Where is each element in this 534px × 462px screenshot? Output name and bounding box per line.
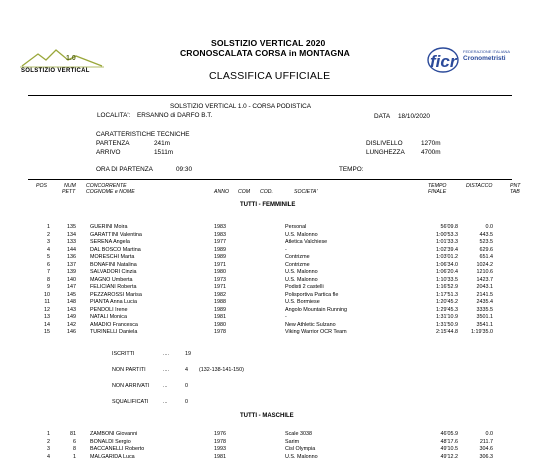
bib-number: 133	[67, 239, 76, 245]
ficr-line2: Cronometristi	[463, 55, 506, 62]
team-name: Polisportiva Partica fle	[285, 291, 339, 298]
birth-year: 1983	[214, 224, 226, 230]
team-name: Personal	[285, 224, 307, 230]
birth-year: 1978	[214, 438, 226, 445]
result-position: 3	[47, 239, 50, 245]
result-position: 13	[44, 314, 50, 320]
finish-time: 1:02'39.4	[435, 246, 458, 253]
result-position: 1	[47, 431, 50, 437]
birth-year: 1976	[214, 431, 226, 437]
athlete-name: PEZZAROSSI Marisa	[90, 291, 142, 298]
date-label: DATA	[374, 113, 391, 120]
team-name: Scale 3038	[285, 431, 312, 437]
team-name: Podisti 2 castelli	[285, 284, 324, 290]
summary-dots: ...	[163, 383, 168, 389]
location-value: ERSANNO di DARFO B.T.	[137, 112, 213, 119]
athlete-name: MALGARIDA Luca	[90, 453, 135, 460]
time-gap: 1:19'35.0	[470, 329, 493, 335]
time-gap: 2435.4	[476, 299, 493, 305]
time-gap: 443.5	[479, 231, 493, 238]
birth-year: 1989	[214, 254, 226, 260]
table-row	[0, 299, 534, 306]
col-gap: DISTACCO	[466, 183, 493, 189]
birth-year: 1980	[214, 321, 226, 328]
result-position: 8	[47, 276, 50, 283]
solstizio-logo	[16, 46, 108, 76]
team-name: Angolo Mountain Running	[285, 306, 348, 313]
bib-number: 140	[67, 276, 76, 283]
men-section-title: TUTTI - MASCHILE	[240, 413, 294, 419]
bib-number: 134	[67, 231, 76, 238]
finish-time: 1:06'20.4	[435, 269, 458, 275]
result-position: 6	[47, 261, 50, 268]
ficr-logo	[427, 42, 513, 76]
athlete-name: BONALDI Sergio	[90, 438, 131, 445]
bib-number: 147	[67, 284, 76, 290]
bib-number: 1	[73, 453, 76, 460]
summary-label: ISCRITTI	[112, 351, 135, 357]
table-row	[0, 224, 534, 231]
table-row	[0, 239, 534, 246]
finish-time: 46'05.9	[440, 431, 458, 437]
summary-dots: ....	[163, 351, 169, 357]
team-name: Contrizme	[285, 254, 310, 260]
finish-time: 48'17.6	[440, 438, 458, 445]
bib-number: 143	[67, 306, 76, 313]
birth-year: 1980	[214, 269, 226, 275]
time-gap: 0.0	[485, 224, 493, 230]
bib-number: 135	[67, 224, 76, 230]
summary-value: 0	[185, 383, 188, 389]
event-subtitle: CRONOSCALATA CORSA in MONTAGNA	[180, 48, 350, 58]
bib-number: 8	[73, 446, 76, 453]
col-year: ANNO	[214, 189, 229, 195]
finish-time: 49'12.2	[440, 453, 458, 460]
time-gap: 3335.5	[476, 306, 493, 313]
birth-year: 1982	[214, 291, 226, 298]
table-row	[0, 262, 534, 269]
time-gap: 523.5	[479, 239, 493, 245]
birth-year: 1978	[214, 329, 226, 335]
athlete-name: PENDOLI Irene	[90, 306, 128, 313]
finish-time: 1:16'52.9	[435, 284, 458, 290]
result-position: 10	[44, 291, 50, 298]
team-name: U.S. Malonno	[285, 453, 318, 460]
birth-year: 1988	[214, 299, 226, 305]
bib-number: 142	[67, 321, 76, 328]
result-position: 2	[47, 438, 50, 445]
drop-label: DISLIVELLO	[366, 140, 403, 147]
col-pos: POS	[36, 183, 47, 189]
table-row	[0, 454, 534, 461]
table-row	[0, 247, 534, 254]
start-time-label: ORA DI PARTENZA	[96, 166, 153, 173]
result-position: 12	[44, 306, 50, 313]
finish-time: 1:10'33.5	[435, 276, 458, 283]
col-cod: COD.	[260, 189, 273, 195]
svg-text:ficr: ficr	[430, 52, 457, 71]
finish-time: 56'09.8	[440, 224, 458, 230]
team-name: -	[285, 314, 287, 320]
finish-time: 1:03'01.2	[435, 254, 458, 260]
result-position: 2	[47, 231, 50, 238]
birth-year: 1989	[214, 246, 226, 253]
table-row	[0, 284, 534, 291]
birth-year: 1973	[214, 276, 226, 283]
time-gap: 3501.1	[476, 314, 493, 320]
team-name: New Athletic Sulzano	[285, 321, 336, 328]
col-com: COM	[238, 189, 251, 195]
finish-time: 1:06'34.0	[435, 261, 458, 268]
birth-year: 1983	[214, 231, 226, 238]
finish-value: 1511m	[154, 149, 174, 156]
athlete-name: AMADIO Francesca	[90, 321, 138, 328]
team-name: -	[285, 246, 287, 253]
time-gap: 3541.1	[476, 321, 493, 328]
athlete-name: DAL BOSCO Martina	[90, 246, 141, 253]
table-row	[0, 277, 534, 284]
time-gap: 1210.6	[476, 269, 493, 275]
ficr-line1: FEDERAZIONE ITALIANA	[463, 49, 511, 54]
finish-time: 1:31'50.9	[435, 321, 458, 328]
summary-value: 19	[185, 351, 191, 357]
finish-time: 1:31'10.9	[435, 314, 458, 320]
time-gap: 304.6	[479, 446, 493, 453]
bib-number: 146	[67, 329, 76, 335]
athlete-name: FELICIANI Roberta	[90, 284, 137, 290]
time-gap: 629.6	[479, 246, 493, 253]
length-value: 4700m	[421, 149, 441, 156]
table-row	[0, 314, 534, 321]
col-time: TEMPO	[428, 183, 447, 189]
classification-title: CLASSIFICA UFFICIALE	[209, 70, 331, 82]
table-row	[0, 254, 534, 261]
logo-text: SOLSTIZIO VERTICAL	[21, 68, 90, 74]
team-name: U.S. Malonno	[285, 276, 318, 283]
col-tab: TAB	[510, 189, 520, 195]
birth-year: 1977	[214, 239, 226, 245]
athlete-name: NATALI Monica	[90, 314, 127, 320]
length-label: LUNGHEZZA	[366, 149, 405, 156]
finish-time: 1:20'45.2	[435, 299, 458, 305]
table-row	[0, 322, 534, 329]
table-row	[0, 446, 534, 453]
summary-label: SQUALIFICATI	[112, 399, 149, 405]
bib-number: 148	[67, 299, 76, 305]
result-position: 4	[47, 246, 50, 253]
finish-time: 1:29'45.3	[435, 306, 458, 313]
summary-extra: (132-138-141-150)	[199, 367, 244, 373]
col-competitor: CONCORRENTE	[86, 183, 127, 189]
time-gap: 211.7	[479, 438, 493, 445]
time-gap: 306.3	[479, 453, 493, 460]
location-label: LOCALITA':	[97, 112, 131, 119]
athlete-name: MORESCHI Marta	[90, 254, 135, 260]
team-name: U.S. Malonno	[285, 269, 318, 275]
col-name: COGNOME e NOME	[86, 189, 135, 195]
athlete-name: GARATTINI Valentina	[90, 231, 142, 238]
result-position: 7	[47, 269, 50, 275]
time-gap: 0.0	[485, 431, 493, 437]
bib-number: 137	[67, 261, 76, 268]
col-time-final: FINALE	[428, 189, 447, 195]
col-num: NUM	[64, 183, 76, 189]
time-gap: 2043.1	[476, 284, 493, 290]
athlete-name: BACCANELLI Roberto	[90, 446, 145, 453]
summary-dots: ...	[163, 399, 168, 405]
result-position: 9	[47, 284, 50, 290]
result-position: 14	[44, 321, 50, 328]
birth-year: 1989	[214, 306, 226, 313]
time-gap: 2141.5	[476, 291, 493, 298]
header-rule	[28, 95, 512, 96]
col-team: SOCIETA'	[294, 189, 318, 195]
summary-value: 0	[185, 399, 188, 405]
birth-year: 1981	[214, 314, 226, 320]
finish-time: 49'10.5	[440, 446, 458, 453]
result-position: 4	[47, 453, 50, 460]
result-position: 1	[47, 224, 50, 230]
athlete-name: SERENA Angela	[90, 239, 130, 245]
table-row	[0, 431, 534, 438]
col-pett: PETT	[62, 189, 76, 195]
weather-label: TEMPO:	[339, 166, 364, 173]
bib-number: 144	[67, 246, 76, 253]
tech-label: CARATTERISTICHE TECNICHE	[96, 131, 190, 138]
finish-time: 2:15'44.8	[435, 329, 458, 335]
birth-year: 1971	[214, 284, 226, 290]
result-position: 11	[44, 299, 50, 305]
athlete-name: ZAMBONI Giovanni	[90, 431, 138, 437]
athlete-name: PIANTA Anna Lucia	[90, 299, 137, 305]
birth-year: 1993	[214, 446, 226, 453]
result-position: 3	[47, 446, 50, 453]
birth-year: 1981	[214, 453, 226, 460]
date-value: 18/10/2020	[398, 113, 430, 120]
info-rule	[28, 179, 512, 180]
bib-number: 136	[67, 254, 76, 260]
result-position: 5	[47, 254, 50, 260]
athlete-name: BONAFINI Natalina	[90, 261, 137, 268]
bib-number: 149	[67, 314, 76, 320]
bib-number: 145	[67, 291, 76, 298]
finish-label: ARRIVO	[96, 149, 121, 156]
team-name: Atletica Valchiese	[285, 239, 328, 245]
logo-number: 1.0	[66, 55, 76, 62]
table-row	[0, 439, 534, 446]
athlete-name: GUERINI Moira	[90, 224, 128, 230]
summary-dots: ....	[163, 367, 169, 373]
women-section-title: TUTTI - FEMMINILE	[240, 202, 296, 208]
bib-number: 139	[67, 269, 76, 275]
athlete-name: TURINELLI Daniela	[90, 329, 138, 335]
finish-time: 1:00'53.3	[435, 231, 458, 238]
drop-value: 1270m	[421, 140, 441, 147]
team-name: Viking Warrior OCR Team	[285, 329, 347, 335]
result-position: 15	[44, 329, 50, 335]
summary-value: 4	[185, 367, 188, 373]
athlete-name: SALVADORI Cinzia	[90, 269, 137, 275]
start-value: 241m	[154, 140, 170, 147]
table-row	[0, 269, 534, 276]
bib-number: 81	[70, 431, 76, 437]
table-row	[0, 329, 534, 336]
time-gap: 1024.2	[476, 261, 493, 268]
time-gap: 651.4	[479, 254, 493, 260]
race-name: SOLSTIZIO VERTICAL 1.0 - CORSA PODISTICA	[170, 103, 311, 110]
col-pts: PNT	[510, 183, 521, 189]
finish-time: 1:17'51.3	[435, 291, 458, 298]
event-title: SOLSTIZIO VERTICAL 2020	[211, 38, 326, 48]
athlete-name: MAGNO Umberta	[90, 276, 133, 283]
team-name: Sarim	[285, 438, 300, 445]
table-row	[0, 232, 534, 239]
time-gap: 1423.7	[476, 276, 493, 283]
summary-label: NON PARTITI	[112, 367, 146, 373]
table-row	[0, 292, 534, 299]
start-label: PARTENZA	[96, 140, 130, 147]
team-name: Contrizme	[285, 261, 310, 268]
table-row	[0, 307, 534, 314]
summary-label: NON ARRIVATI	[112, 383, 150, 389]
team-name: Cisl Olympia	[285, 446, 316, 453]
birth-year: 1971	[214, 261, 226, 268]
start-time-value: 09:30	[176, 166, 192, 173]
team-name: U.S. Malonno	[285, 231, 318, 238]
finish-time: 1:01'33.3	[435, 239, 458, 245]
bib-number: 6	[73, 438, 76, 445]
team-name: U.S. Bormiese	[285, 299, 320, 305]
